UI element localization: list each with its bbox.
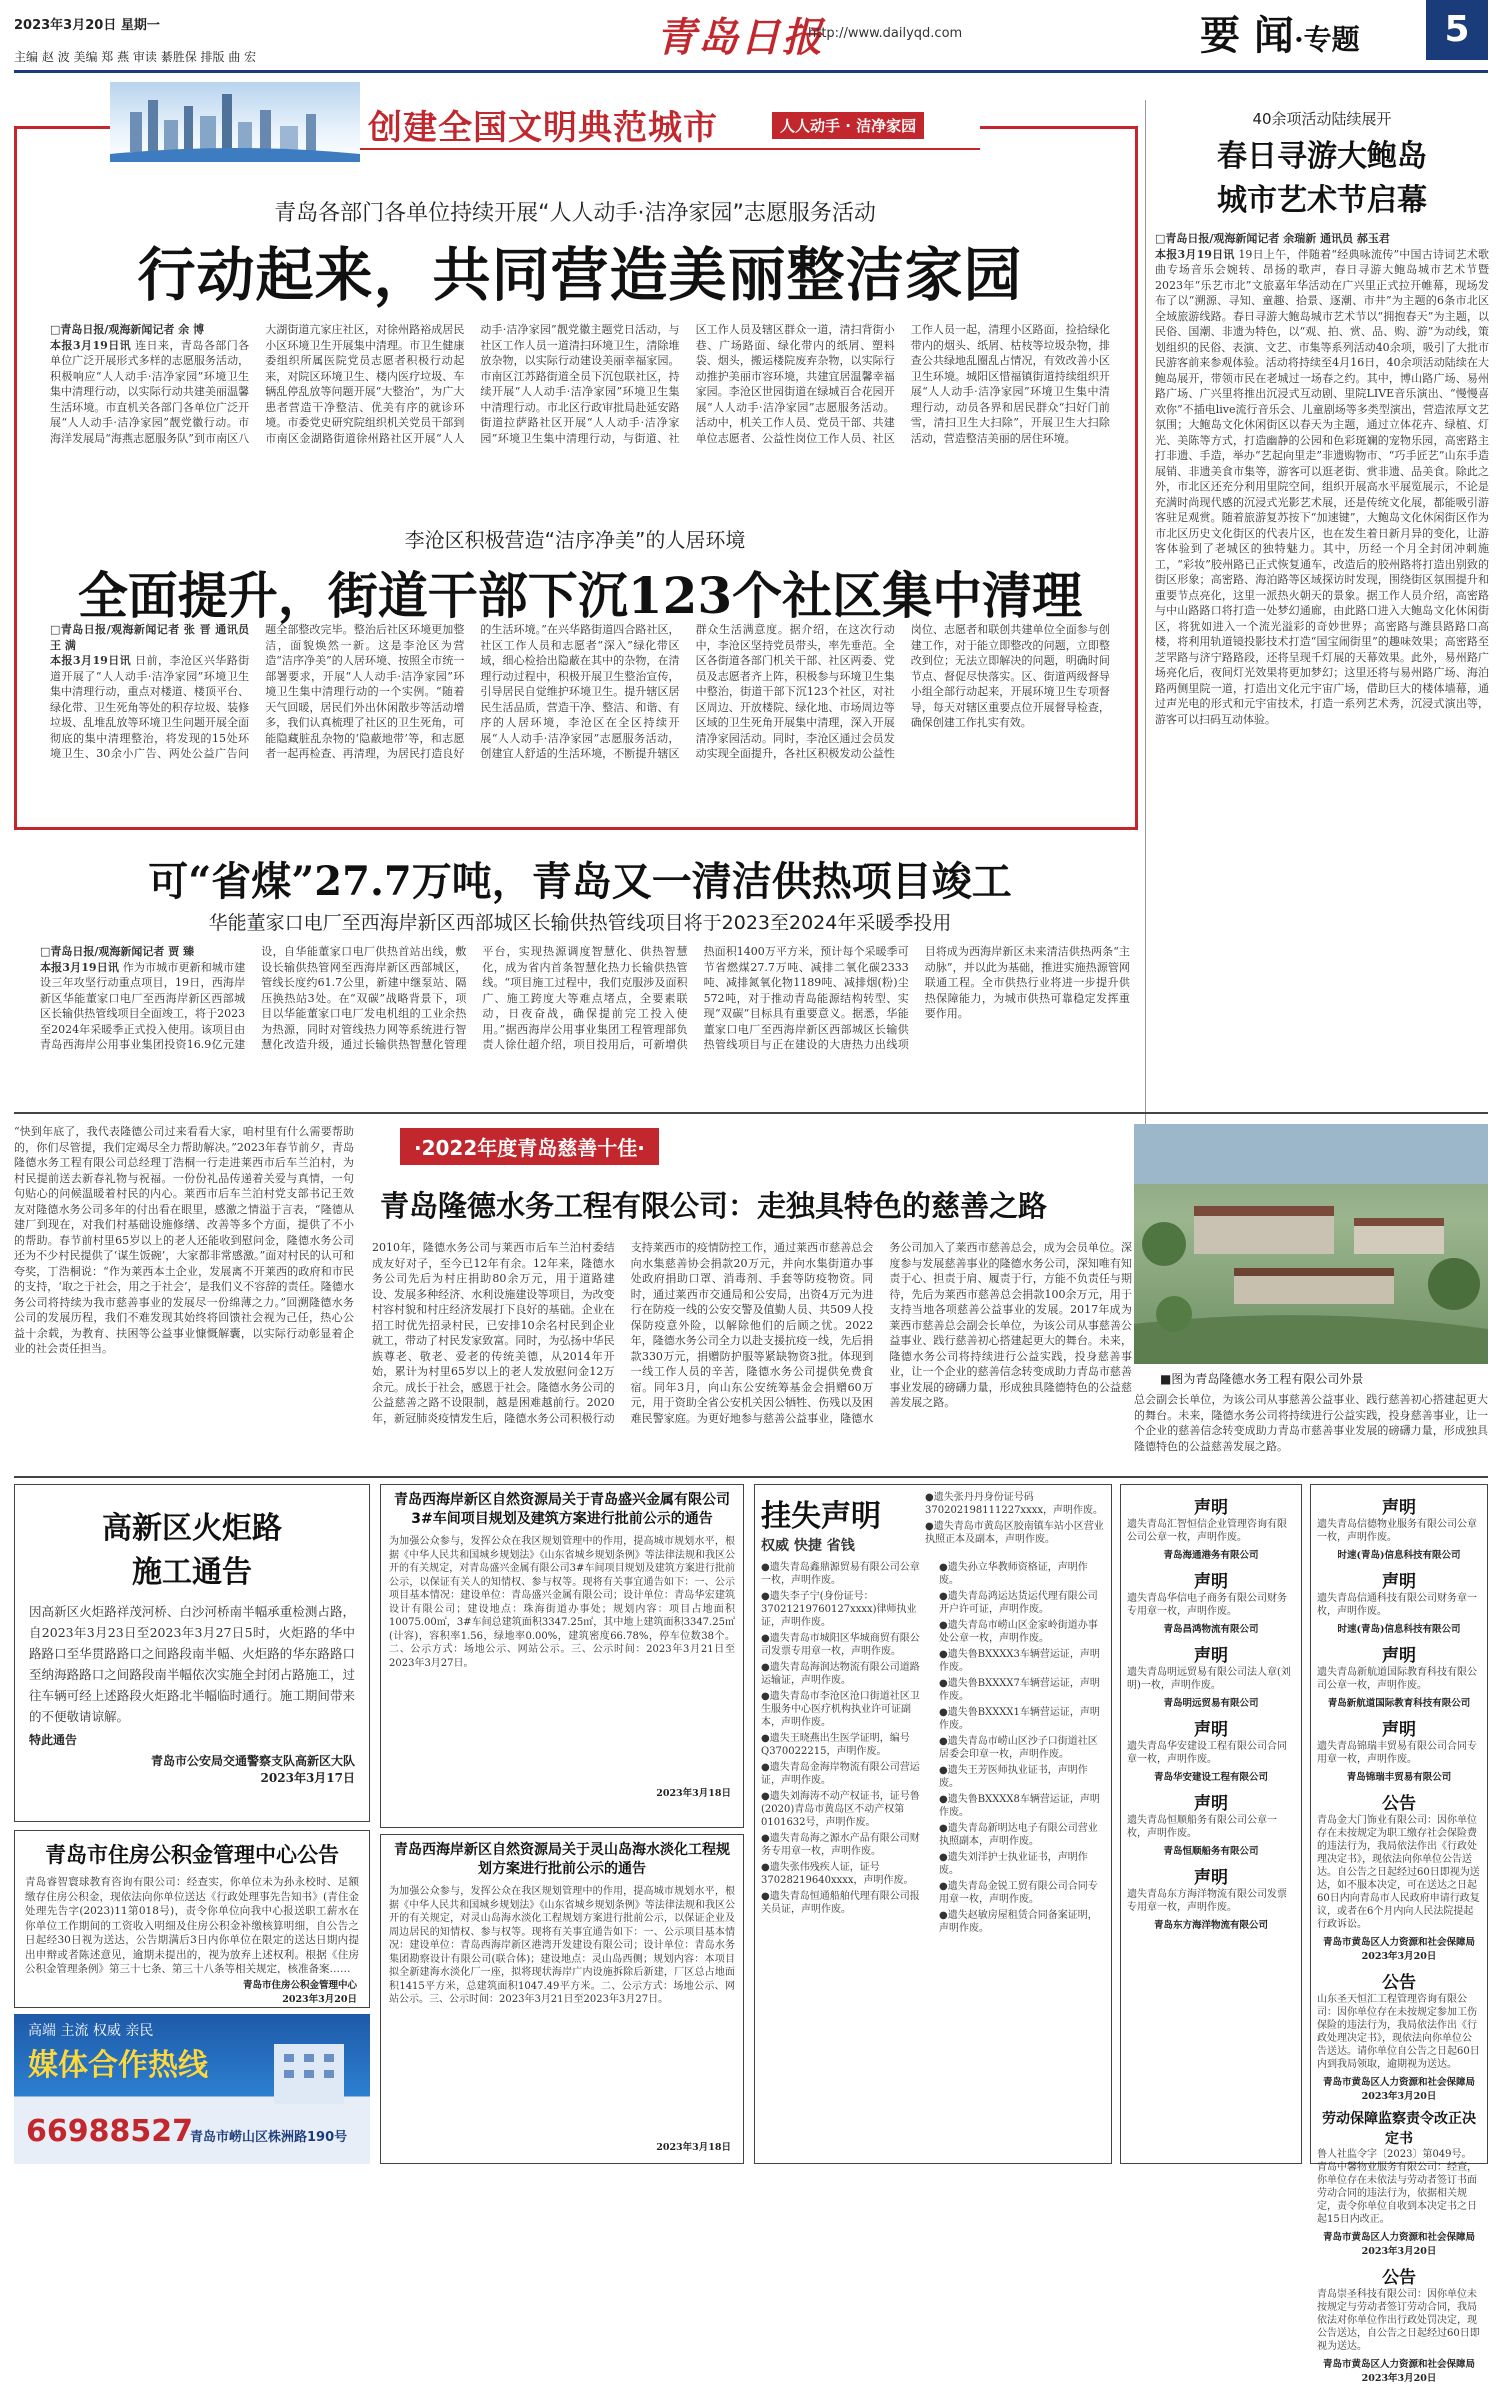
right-lead: 本报3月19日讯 <box>1155 247 1235 261</box>
mid-rule <box>14 1112 1488 1114</box>
notice-item <box>1317 2263 1481 2384</box>
article1-byline: □青岛日报/观海新闻记者 余 博 <box>50 323 205 336</box>
notice-body: 鲁人社监令字〔2023〕第049号。青岛中馨物业服务有限公司：经查，你单位存在未依法与劳动者签订书面劳动合同的违法行为，依据相关规定，责令你单位自收到本决定书之日起15日内改正。 <box>1317 2149 1477 2225</box>
article3-text: 作为市城市更新和城市建设三年攻坚行动重点项目，19日，西海岸新区华能董家口电厂至西海岸新区西部城区长输供热管线项目全面竣工，将于2023至2024年采暖季正式投入使用。该项目由青岛西海岸公用事业集团投资16.9亿元建设，自华能董家口电厂供热首站出线，敷设长输供热管网至西海岸新区西部城区，管线长度约61.7公里，新建中继泵站、隔压换热站3处。在“双碳”战略背景下，项目以华能董家口电厂发电机组的工业余热为热源，同时对管线热力网等系统进行智慧化改造升级，通过长输供热智慧化管理平台，实现热源调度智慧化、供热智慧化，成为省内首条智慧化热力长输供热管线。“项目施工过程中，我们克服涉及面积广、施工跨度大等难点堵点，全要素联动，日夜奋战，确保提前完工投入使用。”据西海岸公用事业集团工程管理部负责人徐仕超介绍，项目投用后，可新增供热面积1400万平方米，预计每个采暖季可节省燃煤27.7万吨、减排二氧化碳2333吨、减排氮氧化物1189吨、减排烟(粉)尘572吨，对于推动青岛能源结构转型、实现“双碳”目标具有重要意义。据悉，华能董家口电厂至西海岸新区西部城区长输供热管线项目与正在建设的大唐热力出线项目将成为西海岸新区未来清洁供热两条“主动脉”，并以此为基础，推进实施热源管网联通工程。全市供热行业将进一步提升供热保障能力，为城市供热可靠稳定发挥重要作用。 <box>40 945 1130 1051</box>
lost-entry: ●遗失青岛市崂山区沙子口街道社区居委会印章一枚，声明作废。 <box>939 1736 1098 1760</box>
lost-entry: ●遗失青岛恒通船舶代理有限公司报关员证，声明作废。 <box>761 1891 920 1915</box>
notice-item <box>1317 1789 1481 1962</box>
photo-caption: ■图为青岛隆德水务工程有限公司外景 <box>1160 1372 1364 1386</box>
article3-headline: 可“省煤”27.7万吨，青岛又一清洁供热项目竣工 <box>148 858 1012 905</box>
charity-opening <box>14 1124 354 1469</box>
lost-entry: ●遗失青岛海润达物流有限公司道路运输证，声明作废。 <box>761 1662 920 1686</box>
housing-title: 青岛市住房公积金管理中心公告 <box>45 1843 339 1867</box>
banner-tag: 人人动手 · 洁净家园 <box>772 112 924 139</box>
notice-title: 声明 <box>1194 1868 1228 1888</box>
land1-title: 青岛西海岸新区自然资源局关于青岛盛兴金属有限公司3#车间项目规划及建筑方案进行批前公示的通告 <box>394 1492 730 1527</box>
right-article <box>1155 104 1489 1124</box>
lost-top-right <box>925 1491 1107 1557</box>
newspaper-logo: 青岛日报 <box>656 14 824 61</box>
notice-signer: 青岛昌鸿物流有限公司 <box>1163 1624 1259 1635</box>
notice-signer: 青岛华安建设工程有限公司 <box>1153 1772 1268 1783</box>
article3-body <box>40 944 1130 1130</box>
lost-list <box>761 1561 1107 2157</box>
land-notice-1 <box>380 1484 744 1828</box>
lost-entry: ●遗失刘海涛不动产权证书，证号鲁(2020)青岛市黄岛区不动产权第0101632号，声明作废。 <box>761 1791 920 1828</box>
notice-signer: 青岛锦瑞丰贸易有限公司 <box>1346 1772 1452 1783</box>
charity-body <box>372 1240 1132 1468</box>
right-text: 19日上午，伴随着“经典咏流传”中国古诗词艺术歌曲专场音乐会婉转、昂扬的歌声，春日寻游大鲍岛城市艺术节暨2023年“乐艺市北”文旅嘉年华活动在广兴里正式拉开帷幕，现场发布了以“溯源、寻知、童趣、拾景、逐潮、市井”为主题的6条市北区全域旅游线路。春日寻游大鲍岛城市艺术节以“拥抱春天”为主题，以民俗、国潮、非遗为特色，以“观、拍、赏、品、购、游”为动线，策划组织的民俗、表演、文艺、市集等系列活动40余项，吸引了大批市民游客前来参观体验。活动将持续至4月16日，40余项活动陆续在大鲍岛展开，带领市民在老城过一场春之约。其中，博山路广场、易州路广场、广兴里将推出沉浸式互动剧、里院LIVE音乐演出、“慢慢喜欢你”不插电live流行音乐会、儿童剧场等多类型演出，营造浓厚文艺氛围；大鲍岛文化休闲街区以春天为主题，通过立体花卉、绿植、灯光、美陈等方式，打造幽静的公园和色彩斑斓的宠物乐园，高密路主打非遗、手造，举办“艺起向里走”非遗购物市、“巧手匠艺”山东手造展销、非遗美食市集等，游客可以逛老街、赏非遗、品美食。除此之外，市北区还充分利用里院空间，组织开展高水平展览展示，不论是充满时尚现代感的沉浸式光影艺术展，还是传统文化展，都能吸引游客驻足观赏。随着旅游复苏按下“加速键”，大鲍岛文化休闲街区作为市北区历史文化街区的代表片区，也在发生着日新月异的变化，让游客体验到了老城区的独特魅力。其中，历经一个月全封闭冲刺施工，“彩妆”胶州路已正式恢复通车，改造后的胶州路将打造出别致的街区形象；高密路、海泊路等区域探访时发现，围绕街区氛围提升和重要节点亮化，这里一派热火朝天的景象。据工作人员介绍，高密路与中山路路口将打造一处梦幻通廊，由此路口进入大鲍岛文化休闲街区，将犹如进入一个流光溢彩的奇妙世界；高密路与潍县路路口高楼，将利用轨道镜投影技术打造“国宝闹街里”的趣味效果；高密路至芝罘路与济宁路路段，还将呈现千灯展的天幕效果。此外，易州路广场亮化后，夜间灯光效果将更加梦幻；这里还将与易州路广场、海泊路两侧里院一道，打造出文化元宇宙广场，借助巨大的楼体墙幕，通过声光电的形式和元宇宙技术，打造一系列艺术秀，沉浸式演出等，游客可以扫码互动体验。 <box>1155 247 1490 726</box>
civic-banner <box>110 82 980 162</box>
lost-entry: ●遗失青岛鑫鼎源贸易有限公司公章一枚，声明作废。 <box>761 1562 920 1586</box>
ads-rule <box>14 1476 1488 1478</box>
notice-body: 青岛金大门饰业有限公司：因你单位存在未按规定为职工缴存社会保险费的违法行为，我局依法作出《行政处理决定书》，现依法向你单位公告送达。自公告之日起经过60日即视为送达，如不服本决定，可在送达之日起60日内向青岛市人民政府申请行政复议，或者在6个月内向人民法院提起行政诉讼。 <box>1317 1815 1480 1930</box>
notice-date: 2023年3月20日 <box>1361 2373 1437 2384</box>
lost-entry: ●遗失鲁BXXXX3车辆营运证，声明作废。 <box>939 1649 1100 1673</box>
masthead <box>0 0 1500 90</box>
notice-item <box>1127 1789 1295 1857</box>
section-label <box>1200 4 1360 61</box>
notice-title: 公告 <box>1382 1794 1416 1814</box>
right-byline: □青岛日报/观海新闻记者 余瑞新 通讯员 郝玉君 <box>1155 232 1390 245</box>
notice-date: 2023年3月20日 <box>1361 1951 1437 1962</box>
article3-byline: □青岛日报/观海新闻记者 贾 臻 <box>40 945 195 958</box>
facility-photo-icon <box>1134 1124 1488 1364</box>
torch-signer: 青岛市公安局交通警察支队高新区大队 <box>150 1754 355 1768</box>
lost-entry: ●遗失鲁BXXXX1车辆营运证，声明作废。 <box>939 1707 1100 1731</box>
notice-signer: 青岛新航道国际教育科技有限公司 <box>1327 1698 1471 1709</box>
notices-list <box>1311 1485 1487 2394</box>
notice-title: 声明 <box>1194 1720 1228 1740</box>
article3-lead: 本报3月19日讯 <box>40 960 120 974</box>
skyline-graphic <box>110 82 360 162</box>
page-number: 5 <box>1426 0 1488 60</box>
media-address: 青岛市崂山区株洲路190号 <box>190 2130 348 2145</box>
lost-header <box>761 1491 921 1555</box>
lost-entry: ●遗失赵敏房屋租赁合同备案证明，声明作废。 <box>939 1910 1098 1934</box>
land1-date: 2023年3月18日 <box>656 1788 731 1799</box>
notice-body: 遗失青岛锦瑞丰贸易有限公司合同专用章一枚，声明作废。 <box>1317 1741 1477 1765</box>
torch-date: 2023年3月17日 <box>260 1771 355 1785</box>
lost-entry: ●遗失王晓燕出生医学证明，编号Q370022215，声明作废。 <box>761 1733 910 1757</box>
charity-tail <box>1134 1392 1488 1468</box>
torch-title-2: 施工通告 <box>132 1555 252 1590</box>
notice-item <box>1127 1715 1295 1783</box>
housing-fund-notice <box>14 1830 370 2008</box>
company-photo <box>1134 1124 1488 1364</box>
building-icon <box>254 2024 364 2104</box>
lost-entry: ●遗失青岛市李沧区沧口街道社区卫生服务中心医疗机构执业许可证副本，声明作废。 <box>761 1691 920 1728</box>
notice-signer: 青岛东方海洋物流有限公司 <box>1153 1920 1268 1931</box>
notice-signer: 时速(青岛)信息科技有限公司 <box>1337 1550 1461 1561</box>
article2-byline: □青岛日报/观海新闻记者 张 晋 通讯员 王 满 <box>50 623 250 652</box>
lost-entry: ●遗失鲁BXXXX7车辆营运证，声明作废。 <box>939 1678 1100 1702</box>
lost-entry: ●遗失李子宁(身份证号：37021219760127xxxx)律师执业证，声明作废。 <box>761 1591 917 1628</box>
housing-signer: 青岛市住房公积金管理中心 <box>242 1980 357 1991</box>
lost-entry: ●遗失孙立华教师资格证，声明作废。 <box>939 1562 1088 1586</box>
article3-subhead: 华能董家口电厂至西海岸新区西部城区长输供热管线项目将于2023至2024年采暖季投用 <box>208 912 952 934</box>
notice-signer: 青岛市黄岛区人力资源和社会保障局 <box>1322 1937 1475 1948</box>
banner-flag <box>360 94 980 150</box>
article1-body <box>50 322 1110 522</box>
land2-body: 为加强公众参与，发挥公众在我区规划管理中的作用，提高城市规划水平，根据《中华人民共和国城乡规划法》《山东省城乡规划条例》等法律法规和我区公开的有关规定，对灵山岛海水淡化工程规划方案进行批前公示，以保证企业及周边居民的知情权、参与权等。现将有关事宜通告如下：一、公示项目基本情况：建设单位：青岛西海岸新区港湾开发建设有限公司；设计单位：青岛水务集团勘察设计有限公司(联合体)；建设地点：灵山岛西侧；规划内容：本项目拟全新建海水淡化厂一座，拟将现状海岸广内设施拆除后新建，厂区总占地面积1415平方米，总建筑面积1047.49平方米。二、公示方式：场地公示、网站公示。三、公示时间：2023年3月21日至2023年3月27日。 <box>389 1886 735 2005</box>
notice-title: 声明 <box>1194 1646 1228 1666</box>
article2-lead: 本报3月19日讯 <box>50 654 132 667</box>
notice-item <box>1127 1567 1295 1635</box>
lost-top-entry-2: ●遗失青岛市黄岛区胶南镇车站小区营业执照正本及副本，声明作废。 <box>925 1521 1104 1545</box>
lost-entry: ●遗失青岛金锐工贸有限公司合同专用章一枚，声明作废。 <box>939 1881 1098 1905</box>
notice-body: 遗失青岛明远贸易有限公司法人章(刘明)一枚，声明作废。 <box>1127 1667 1291 1691</box>
notice-title: 声明 <box>1382 1572 1416 1592</box>
torch-body: 因高新区火炬路祥茂河桥、白沙河桥南半幅承重检测占路，自2023年3月23日至2023年3月27日5时，火炬路的华中路路口至华贯路路口之间路段南半幅、火炬路的华东路路口至纳海路路口之间路段南半幅依次实施全封闭占路施工，过往车辆可经上述路段火炬路北半幅临时通行。施工期间带来的不便敬请谅解。 <box>29 1604 355 1724</box>
land1-body: 为加强公众参与，发挥公众在我区规划管理中的作用，提高城市规划水平，根据《中华人民共和国城乡规划法》《山东省城乡规划条例》等法律法规和我区公开的有关规定，对青岛盛兴金属有限公司3#车间项目规划及建筑方案进行批前公示，以保证有关人的知情权、参与权等。现将有关事宜通告如下：一、公示项目基本情况：建设单位：青岛盛兴金属有限公司；设计单位：青岛华宏建筑设计有限公司；建设地点：珠海街道办事处；规划内容：项目占地面积10075.00㎡，3#车间总建筑面积3347.25㎡，其中地上建筑面积3347.25㎡(计容)，容积率1.56，绿地率0.00%，建筑密度66.78%，停车位数38个。二、公示方式：场地公示、网站公示。三、公示时间：2023年3月21日至2023年3月27日。 <box>389 1536 735 1669</box>
declarations-list <box>1121 1485 1301 1941</box>
torch-title-1: 高新区火炬路 <box>102 1511 282 1546</box>
notice-body: 遗失青岛汇智恒信企业管理咨询有限公司公章一枚，声明作废。 <box>1127 1519 1287 1543</box>
notice-item <box>1317 2108 1481 2257</box>
lost-title: 挂失声明 <box>761 1499 881 1534</box>
skyline-icon <box>110 82 360 162</box>
lost-entry: ●遗失青岛市城阳区华城商贸有限公司发票专用章一枚，声明作废。 <box>761 1633 920 1657</box>
notice-body: 遗失青岛华信电子商务有限公司财务专用章一枚，声明作废。 <box>1127 1593 1287 1617</box>
notice-body: 青岛崇圣科技有限公司：因你单位未按规定与劳动者签订劳动合同，我局依法对你单位作出行政处罚决定，现公告送达，自公告之日起经过60日即视为送达。 <box>1317 2289 1480 2352</box>
article-divider <box>1145 100 1146 1130</box>
notice-title: 劳动保障监察责令改正决定书 <box>1322 2111 1476 2147</box>
housing-body: 青岛睿智寰球教育咨询有限公司：经查实，你单位未为孙永校时、足额缴存住房公积金，现依法向你单位送达《行政处理事先告知书》(青住金处理先告字(2023)11第018号)，责令你单位向我中心报送职工薪水在你单位工作期间的工资收入明细及住房公积金补缴核算明细，自公告之日起经30日视为送达，公告期满后3日内你单位在限定的送达日期内提出申辩或者陈述意见，逾期未提出的，视为放弃上述权利。根据《住房公积金管理条例》第三十七条、第三十八条等相关规定，核准备案…… <box>25 1876 359 1975</box>
notice-date: 2023年3月20日 <box>1361 2091 1437 2102</box>
lost-entry: ●遗失青岛金海岸物流有限公司营运证，声明作废。 <box>761 1762 920 1786</box>
notice-body: 遗失青岛信通科技有限公司财务章一枚，声明作废。 <box>1317 1593 1477 1617</box>
notice-signer: 青岛市黄岛区人力资源和社会保障局 <box>1322 2077 1475 2088</box>
notice-title: 声明 <box>1382 1646 1416 1666</box>
notice-signer: 青岛市黄岛区人力资源和社会保障局 <box>1322 2232 1475 2243</box>
newspaper-url: http://www.dailyqd.com <box>808 26 963 41</box>
notice-item <box>1317 1567 1481 1635</box>
right-kicker: 40余项活动陆续展开 <box>1252 110 1392 128</box>
media-title: 媒体合作热线 <box>28 2048 208 2083</box>
charity-badge: ·2022年度青岛慈善十佳· <box>400 1128 659 1165</box>
notice-body: 遗失青岛信德物业服务有限公司公章一枚，声明作废。 <box>1317 1519 1477 1543</box>
notice-item <box>1317 1968 1481 2102</box>
notice-signer: 青岛海通港务有限公司 <box>1163 1550 1259 1561</box>
housing-date: 2023年3月20日 <box>282 1994 357 2005</box>
land2-date: 2023年3月18日 <box>656 2142 731 2153</box>
charity-opening-text: “快到年底了，我代表隆德公司过来看看大家，咱村里有什么需要帮助的，你们尽管提，我们定竭尽全力帮助解决。”2023年春节前夕，青岛隆德水务工程有限公司总经理丁浩桐一行走进莱西市后车兰泊村，为村民提前送去新春礼物与祝福。一份份礼品传递着关爱与真情，一句句贴心的问候温暖着村民的内心。莱西市后车兰泊村党支部书记王效友对隆德水务公司多年的付出看在眼里，感激之情溢于言表，“隆德从建厂到现在，对我们村基础设施修缮、改善等多个方面，提供了不小的帮助。春节前村里65岁以上的老人还能收到慰问金，隆德水务公司还为不少村民提供了‘谋生饭碗’，大家都非常感激。”面对村民的认可和夸奖，丁浩桐说：“作为莱西本土企业，发展离不开莱西的政府和市民的支持，‘取之于社会，用之于社会’，是我们义不容辞的责任。隆德水务公司将持续为我市慈善事业的发展尽一份绵薄之力。”回溯隆德水务公司的发展历程，我们不难发现其始终将回馈社会视为己任，热心公益十余载，为教育、扶困等公益事业慷慨解囊，以实际行动彰显着企业的社会责任担当。 <box>14 1125 354 1355</box>
notice-title: 公告 <box>1382 2268 1416 2288</box>
lost-entry: ●遗失青岛鸿运达货运代理有限公司开户许可证，声明作废。 <box>939 1591 1098 1615</box>
lost-entry: ●遗失鲁BXXXX8车辆营运证，声明作废。 <box>939 1794 1100 1818</box>
charity-tail-text: 总会副会长单位，为该公司从事慈善公益事业、践行慈善初心搭建起更大的舞台。未来，隆德水务公司将持续进行公益实践，投身慈善事业，让一个企业的慈善信念转变成助力青岛市慈善事业发展的磅礴力量，形成独具隆德特色的公益慈善发展之路。 <box>1134 1393 1488 1453</box>
lost-entries <box>761 1561 1107 1935</box>
editors-line: 主编 赵 波 美编 郑 燕 审读 綦胜保 排版 曲 宏 <box>14 50 257 64</box>
article2-headline: 全面提升，街道干部下沉123个社区集中清理 <box>77 566 1083 625</box>
media-hotline-ad <box>14 2014 370 2164</box>
charity-body-text: 2010年，隆德水务公司与莱西市后车兰泊村委结成友好对子，至今已12年有余。12年来，隆德水务公司先后为村庄捐助80余万元，用于道路建设、发展多种经济、水利设施建设等项目，为改变村容村貌和村庄经济发展打下良好的基础。企业在招工时优先招录村民，已安排10余名村民到企业就工，带动了村民发家致富。同时，为弘扬中华民族尊老、敬老、爱老的传统美德，从2014年开始，累计为村里65岁以上的老人发放慰问金12万余元。成长于社会，感恩于社会。隆德水务公司的公益慈善之路不设限制，越是困难越前行。2020年，新冠肺炎疫情发生后，隆德水务公司积极行动支持莱西市的疫情防控工作，通过莱西市慈善总会向水集慈善协会捐款20万元，并向水集街道办事处政府捐助口罩、消毒剂、手套等防疫物资。同时，通过莱西市交通局和公安局，出资4万元为进行在防疫一线的公安交警及值勤人员、共509人投保防疫意外险，以解除他们的后顾之忧。2022年，隆德水务公司全力以赴支援抗疫一线，先后捐款330万元，捐赠防护服等紧缺物资3批。体现到一线工作人员的辛苦，隆德水务公司提供免费食宿。同年3月，向山东公安统筹基金会捐赠60万元，用于资助全省公安机关因公牺牲、伤残以及困难民警家庭。为更好地参与慈善公益事业，隆德水务公司加入了莱西市慈善总会，成为会员单位。深度参与发展慈善事业的隆德水务公司，深知唯有知责于心、担责于肩、履责于行，方能不负责任与期待，先后为莱西市慈善总会捐款100余万元，用于支持当地各项慈善公益事业的发展。2017年成为莱西市慈善总会副会长单位，为该公司从事慈善公益事业、践行慈善初心搭建起更大的舞台。未来，隆德水务公司将持续进行公益实践，投身慈善事业，让一个企业的慈善信念转变成助力青岛市慈善事业发展的磅礴力量，形成独具隆德特色的公益慈善发展之路。 <box>372 1241 1132 1425</box>
lost-notices <box>754 1484 1112 2164</box>
notice-date: 2023年3月20日 <box>1361 2246 1437 2257</box>
lost-entry: ●遗失刘洋护士执业证书，声明作废。 <box>939 1852 1088 1876</box>
notice-item <box>1127 1493 1295 1561</box>
notice-body: 山东圣天恒汇工程管理咨询有限公司：因你单位存在未按规定参加工伤保险的违法行为，我局依法作出《行政处理决定书》，现依法向你单位公告送达。请你单位自公告之日起60日内到我局领取，逾期视为送达。 <box>1317 1994 1480 2070</box>
article2-text: 日前，李沧区兴华路街道开展了“人人动手·洁净家园”环境卫生集中清理行动，重点对楼道、楼顶平台、绿化带、卫生死角等处的积存垃圾、装修垃圾、乱堆乱放等环境卫生问题开展全面彻底的集中清理整治，将发现的15处环境卫生、30余小广告、两处公益广告问题全部整改完毕。整治后社区环境更加整洁，面貌焕然一新。这是李沧区为营造“洁序净美”的人居环境、按照全市统一部署要求，开展“人人动手·洁净家园”环境卫生集中清理行动的一个实例。“随着天气回暖，居民们外出休闲散步等活动增多，我们认真梳理了社区的卫生死角，可能隐藏脏乱杂物的‘隐蔽地带’等，和志愿者一起再检查、再清理，为居民打造良好的生活环境。”在兴华路街道四合路社区，社区工作人员和志愿者“深入”绿化带区域，细心检拾出隐蔽在其中的杂物，在清理行动过程中，积极开展卫生整治宣传，引导居民自觉维护环境卫生。提升辖区居民生活品质，营造干净、整洁、和谐、有序的人居环境，李沧区在全区持续开展“人人动手·洁净家园”志愿服务活动，创建宜人舒适的生活环境，不断提升辖区群众生活满意度。据介绍，在这次行动中，李沧区坚持党员带头，率先垂范。全区各街道各部门机关干部、社区两委、党员及志愿者齐上阵，积极参与环境卫生集中整治，街道干部下沉123个社区，对社区周边、开放楼院、绿化地、市场周边等区域的卫生死角开展集中清理，深入开展清净家园活动。同时，李沧区通过会员发动实现全面提升，各社区积极发动公益性岗位、志愿者和联创共建单位全面参与创建工作，对于能立即整改的问题，立即整改到位；无法立即解决的问题，明确时间节点、督促尽快落实。区、街道两级督导小组全部行动起来，开展环境卫生专项督导，每天对辖区重要点位开展督导检查，确保创建工作扎实有效。 <box>50 623 1110 760</box>
article1-text: 连日来，青岛各部门各单位广泛开展形式多样的志愿服务活动，积极响应“人人动手·洁净家园”环境卫生集中清理行动，以实际行动共建美丽温馨生活环境。市直机关各部门各单位广泛开展“人人动手·洁净家园”靓党徽行动。市海洋发展局“海燕志愿服务队”到市南区八大湖街道亢家庄社区，对徐州路裕成居民小区环境卫生开展集中清理。市卫生健康委组织所属医院党员志愿者积极行动起来，对院区环境卫生、楼内医疗垃圾、车辆乱停乱放等问题开展“大整治”，为广大患者营造干净整洁、优美有序的就诊环境。市委党史研究院组织机关党员干部到市南区金湖路街道徐州路社区开展“人人动手·洁净家园”靓党徽主题党日活动，与社区工作人员一道清扫环境卫生，清除堆放杂物，以实际行动建设美丽幸福家园。市南区江苏路街道全员下沉包联社区，持续开展“人人动手·洁净家园”环境卫生集中清理行动。市北区行政审批局赴延安路街道拉萨路社区开展“人人动手·洁净家园”环境卫生集中清理行动，与街道、社区工作人员及辖区群众一道，清扫背街小巷、广场路面、绿化带内的纸屑、塑料袋、烟头，搬运楼院废弃杂物，以实际行动推护美丽市容环境，共建宜居温馨幸福家园。李沧区世园街道在绿城百合花园开展“人人动手·洁净家园”志愿服务活动。活动中，机关工作人员、党员干部、共建单位志愿者、公益性岗位工作人员、社区工作人员一起，清理小区路面，捡拾绿化带内的烟头、纸屑、枯枝等垃圾杂物，排查公共绿地乱圈乱占情况，有效改善小区卫生环境。城阳区惜福镇街道持续组织开展“人人动手·洁净家园”环境卫生集中清理行动，动员各界和居民群众“扫好门前雪，清扫卫生大扫除”，开展卫生大扫除活动，营造整洁美丽的居住环境。 <box>50 323 1110 445</box>
land2-title: 青岛西海岸新区自然资源局关于灵山岛海水淡化工程规划方案进行批前公示的通告 <box>394 1842 730 1877</box>
notice-title: 声明 <box>1194 1794 1228 1814</box>
notice-title: 公告 <box>1382 1973 1416 1993</box>
media-phone[interactable]: 66988527 <box>26 2114 193 2149</box>
media-tagline: 高端 主流 权威 亲民 <box>28 2023 154 2039</box>
lost-subtitle: 权威 快捷 省钱 <box>761 1538 855 1554</box>
notice-title: 声明 <box>1194 1498 1228 1518</box>
section-title: 要 闻 <box>1200 12 1294 59</box>
article1-lead: 本报3月19日讯 <box>50 338 132 352</box>
notices-column <box>1310 1484 1488 2384</box>
issue-date: 2023年3月20日 星期一 <box>14 18 160 33</box>
lost-entry: ●遗失王芳医师执业证书，声明作废。 <box>939 1765 1088 1789</box>
lost-entry: ●遗失青岛新明达电子有限公司营业执照副本，声明作废。 <box>939 1823 1098 1847</box>
notice-item <box>1127 1863 1295 1931</box>
masthead-rule <box>14 70 1488 73</box>
lost-entry: ●遗失张伟残疾人证，证号37028219640xxxx，声明作废。 <box>761 1862 914 1886</box>
notice-title: 声明 <box>1194 1572 1228 1592</box>
notice-item <box>1127 1641 1295 1709</box>
charity-headline: 青岛隆德水务工程有限公司：走独具特色的慈善之路 <box>380 1189 1048 1223</box>
notice-title: 声明 <box>1382 1720 1416 1740</box>
torch-notice: 特此通告 <box>29 1733 78 1747</box>
lost-top-entry: ●遗失张丹丹身份证号码370202198111227xxxx，声明作废。 <box>925 1492 1103 1516</box>
notice-body: 遗失青岛新航道国际教育科技有限公司公章一枚，声明作废。 <box>1317 1667 1477 1691</box>
article2-body <box>50 622 1110 818</box>
notice-signer: 青岛明远贸易有限公司 <box>1163 1698 1259 1709</box>
right-headline-1: 春日寻游大鲍岛 <box>1217 139 1427 174</box>
article1-headline: 行动起来，共同营造美丽整洁家园 <box>137 241 1023 309</box>
lost-entry: ●遗失青岛海之源水产品有限公司财务专用章一枚，声明作废。 <box>761 1833 920 1857</box>
land-notice-2 <box>380 1834 744 2164</box>
notice-signer: 青岛市黄岛区人力资源和社会保障局 <box>1322 2359 1475 2370</box>
torch-road-notice <box>14 1484 370 1822</box>
notice-item <box>1317 1715 1481 1783</box>
lost-entry: ●遗失青岛市崂山区金家岭街道办事处公章一枚，声明作废。 <box>939 1620 1098 1644</box>
banner-title: 创建全国文明典范城市 <box>368 108 718 148</box>
notice-body: 遗失青岛恒顺船务有限公司公章一枚，声明作废。 <box>1127 1815 1277 1839</box>
notice-body: 遗失青岛华安建设工程有限公司合同章一枚，声明作废。 <box>1127 1741 1287 1765</box>
article2-kicker: 李沧区积极营造“洁序净美”的人居环境 <box>404 528 746 552</box>
notice-item <box>1317 1641 1481 1709</box>
declarations-column <box>1120 1484 1302 2164</box>
notice-title: 声明 <box>1382 1498 1416 1518</box>
right-headline-2: 城市艺术节启幕 <box>1217 183 1427 218</box>
notice-signer: 青岛恒顺船务有限公司 <box>1163 1846 1259 1857</box>
section-subtitle: ·专题 <box>1293 23 1360 56</box>
notice-item <box>1317 1493 1481 1561</box>
notice-signer: 时速(青岛)信息科技有限公司 <box>1337 1624 1461 1635</box>
notice-body: 遗失青岛东方海洋物流有限公司发票专用章一枚，声明作废。 <box>1127 1889 1287 1913</box>
article1-kicker: 青岛各部门各单位持续开展“人人动手·洁净家园”志愿服务活动 <box>274 201 876 226</box>
